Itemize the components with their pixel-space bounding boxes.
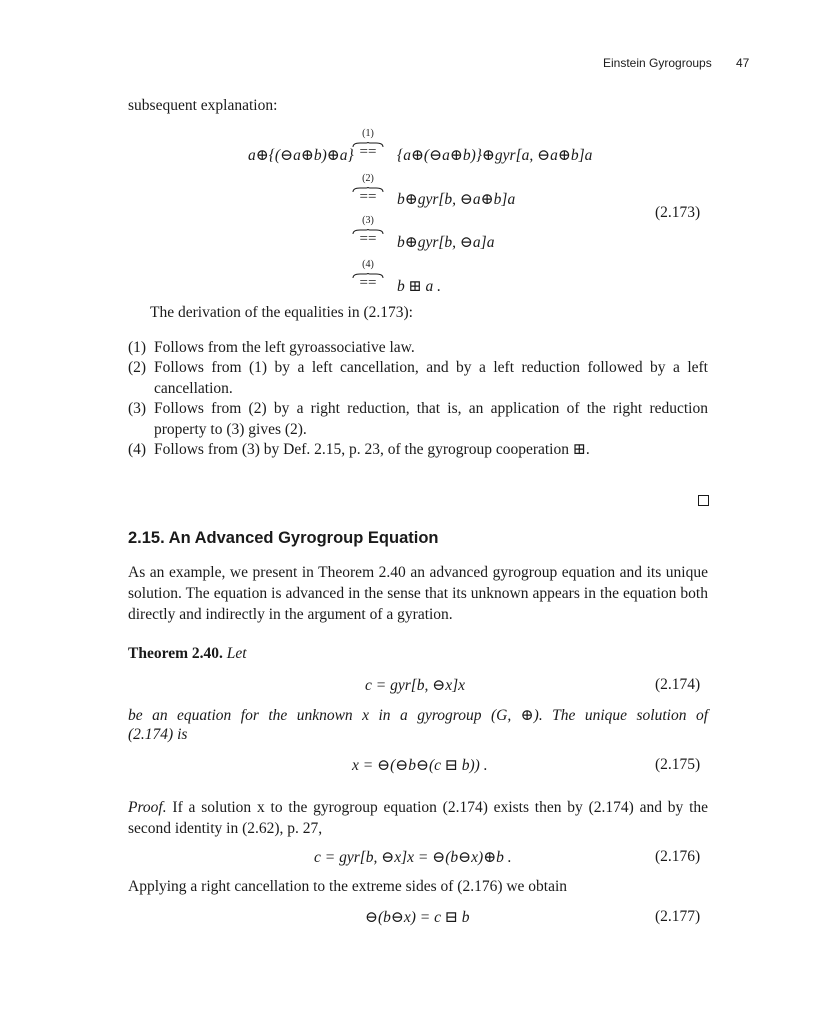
proof-after-text: Applying a right cancellation to the extreme sides of (2.176) we obtain (128, 878, 568, 895)
eq173-step1-sign (351, 128, 385, 168)
list-item-text: Follows from (3) by Def. 2.15, p. 23, of the gyrogroup cooperation ⊞. (154, 441, 590, 458)
section-title: 2.15. An Advanced Gyrogroup Equation (128, 529, 439, 547)
theorem-statement-line2: (2.174) is (128, 726, 188, 743)
eq175-body: x = ⊖(⊖b⊖(c ⊟ b)) . (352, 757, 488, 774)
equals-sign: == (359, 275, 377, 291)
eq177-number: (2.177) (655, 908, 701, 925)
eq173-step2-sign (351, 173, 385, 213)
theorem-lead: Let (226, 645, 247, 662)
derivation-intro: The derivation of the equalities in (2.173): (150, 304, 413, 321)
eq174-number: (2.174) (655, 676, 701, 693)
eq173-lhs: a⊕{(⊖a⊕b)⊕a} (248, 147, 354, 164)
qed-box-icon (698, 495, 709, 506)
proof-paragraph (128, 797, 708, 839)
eq173-step2-rhs: b⊕gyr[b, ⊖a⊕b]a (397, 191, 516, 208)
proof-text: If a solution x to the gyrogroup equation (2.174) exists then by (2.174) and by the second identity in (2.62), p. 27, (128, 799, 709, 837)
running-title: Einstein Gyrogroups (603, 56, 712, 70)
eq173-number: (2.173) (655, 204, 701, 221)
theorem-statement-line1: be an equation for the unknown x in a gyrogroup (G, ⊕). The unique solution of (128, 707, 708, 724)
eq177-body: ⊖(b⊖x) = c ⊟ b (365, 909, 470, 926)
list-item-text: Follows from the left gyroassociative law. (154, 339, 415, 356)
list-item-text: Follows from (2) by a right reduction, that is, an application of the right reduction property to (3) gives (2). (154, 400, 708, 438)
eq176-body: c = gyr[b, ⊖x]x = ⊖(b⊖x)⊕b . (314, 849, 512, 866)
list-item-number: (3) (128, 400, 147, 417)
eq173-step1-label: (1) (362, 128, 374, 139)
theorem-heading (128, 645, 247, 663)
eq173-step3-sign (351, 215, 385, 255)
eq173-step3-label: (3) (362, 215, 374, 226)
proof-label: Proof. (128, 799, 167, 816)
list-item-number: (1) (128, 339, 147, 356)
eq174-body: c = gyr[b, ⊖x]x (365, 677, 466, 694)
list-item (128, 357, 708, 399)
eq173-step2-label: (2) (362, 173, 374, 184)
equals-sign: == (359, 189, 377, 205)
list-item-number: (4) (128, 441, 147, 458)
eq175-number: (2.175) (655, 756, 701, 773)
list-item-text: Follows from (1) by a left cancellation, and by a left reduction followed by a left cancellation. (154, 359, 708, 397)
eq176-number: (2.176) (655, 848, 701, 865)
page-number: 47 (736, 56, 750, 70)
list-item (128, 337, 708, 358)
eq173-step4-rhs: b ⊞ a . (397, 278, 441, 295)
list-item (128, 439, 708, 460)
section-intro: As an example, we present in Theorem 2.40 an advanced gyrogroup equation and its unique solution. The equation is advanced in the sense that its unknown appears in the equation both directly and indirectly in the argument of a gyration. (128, 564, 708, 623)
eq173-step1-rhs: {a⊕(⊖a⊕b)}⊕gyr[a, ⊖a⊕b]a (397, 147, 593, 164)
intro-text: subsequent explanation: (128, 97, 278, 114)
theorem-label: Theorem 2.40. (128, 645, 223, 662)
equals-sign: == (359, 231, 377, 247)
list-item (128, 398, 708, 440)
list-item-number: (2) (128, 359, 147, 376)
eq173-step4-label: (4) (362, 259, 374, 270)
eq173-step3-rhs: b⊕gyr[b, ⊖a]a (397, 234, 495, 251)
equals-sign: == (359, 144, 377, 160)
eq173-step4-sign (351, 259, 385, 299)
